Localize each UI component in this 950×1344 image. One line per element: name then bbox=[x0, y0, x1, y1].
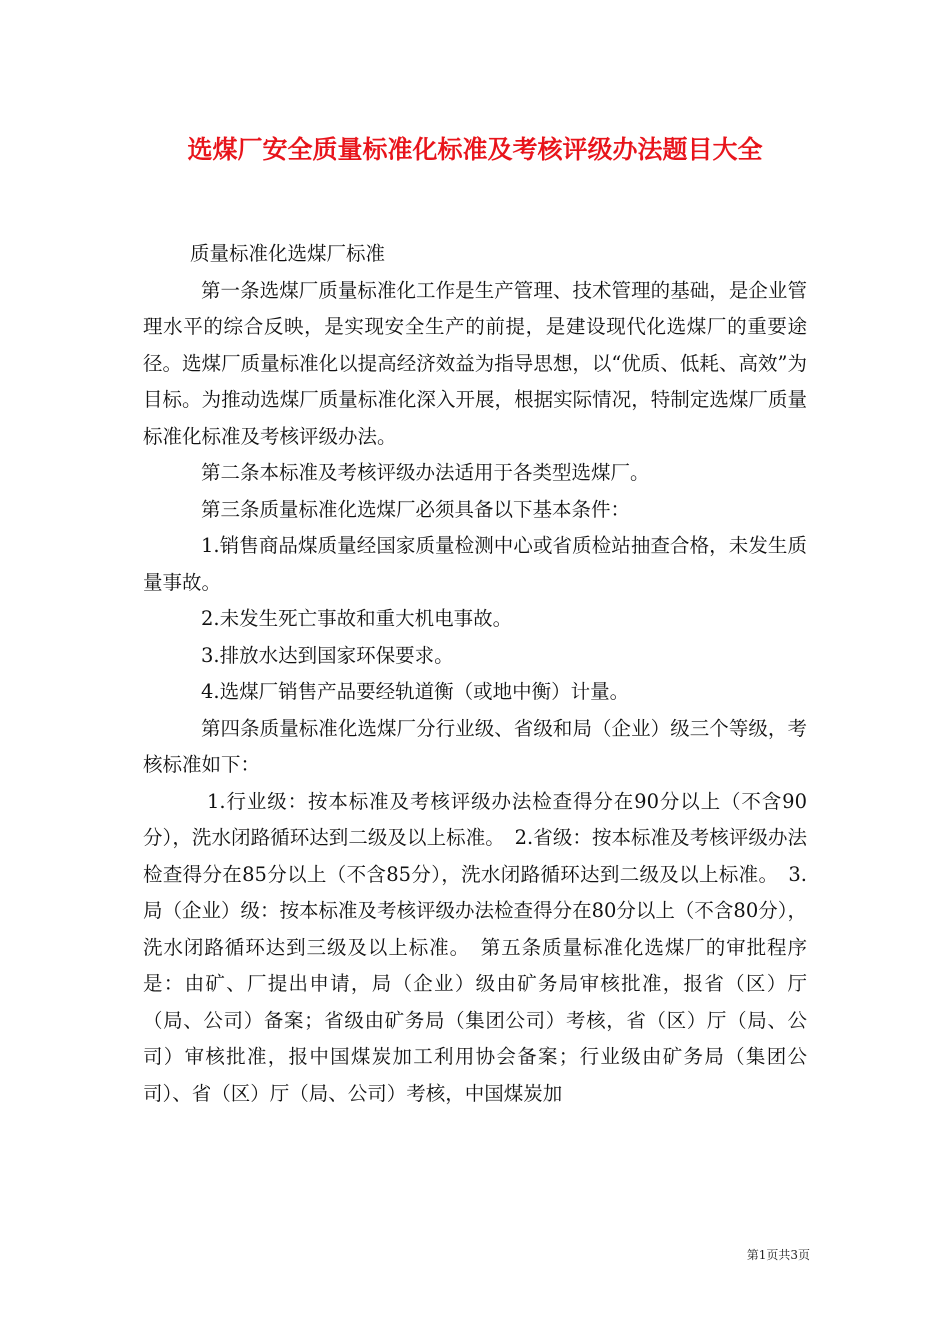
document-body bbox=[143, 236, 807, 1112]
paragraph-article-1: 第一条选煤厂质量标准化工作是生产管理、技术管理的基础，是企业管理水平的综合反映，是实现安全生产的前提，是建设现代化选煤厂的重要途径。选煤厂质量标准化以提高经济效益为指导思想，以“优质、低耗、高效”为目标。为推动选煤厂质量标准化深入开展，根据实际情况，特制定选煤厂质量标准化标准及考核评级办法。 bbox=[143, 278, 807, 448]
document-title: 选煤厂安全质量标准化标准及考核评级办法题目大全 bbox=[187, 135, 763, 164]
paragraph-article-4: 第四条质量标准化选煤厂分行业级、省级和局（企业）级三个等级，考核标准如下： bbox=[143, 716, 807, 776]
condition-item-3: 3.排放水达到国家环保要求。 bbox=[201, 643, 454, 667]
condition-item-1: 1.销售商品煤质量经国家质量检测中心或省质检站抽查合格，未发生质量事故。 bbox=[143, 534, 807, 594]
paragraph-grade-standards: 1.行业级：按本标准及考核评级办法检查得分在90分以上（不含90分），洗水闭路循环达到二级及以上标准。 2.省级：按本标准及考核评级办法检查得分在85分以上（不含85分），洗水闭路循环达到二级及以上标准。 3.局（企业）级：按本标准及考核评级办法检查得分在80分以上（不含80分），洗水闭路循环达到三级及以上标准。 第五条质量标准化选煤厂的审批程序是：由矿、厂提出申请，局（企业）级由矿务局审核批准，报省（区）厅（局、公司）备案；省级由矿务局（集团公司）考核，省（区）厅（局、公司）审核批准，报中国煤炭加工利用协会备案；行业级由矿务局（集团公司）、省（区）厅（局、公司）考核，中国煤炭加 bbox=[143, 789, 807, 1105]
page-indicator: 第1页共3页 bbox=[746, 1248, 810, 1262]
paragraph-article-3: 第三条质量标准化选煤厂必须具备以下基本条件： bbox=[201, 497, 631, 521]
condition-item-2: 2.未发生死亡事故和重大机电事故。 bbox=[201, 607, 513, 630]
paragraph-article-2: 第二条本标准及考核评级办法适用于各类型选煤厂。 bbox=[201, 461, 650, 484]
section-heading: 质量标准化选煤厂标准 bbox=[190, 242, 386, 265]
condition-item-4: 4.选煤厂销售产品要经轨道衡（或地中衡）计量。 bbox=[201, 680, 630, 703]
